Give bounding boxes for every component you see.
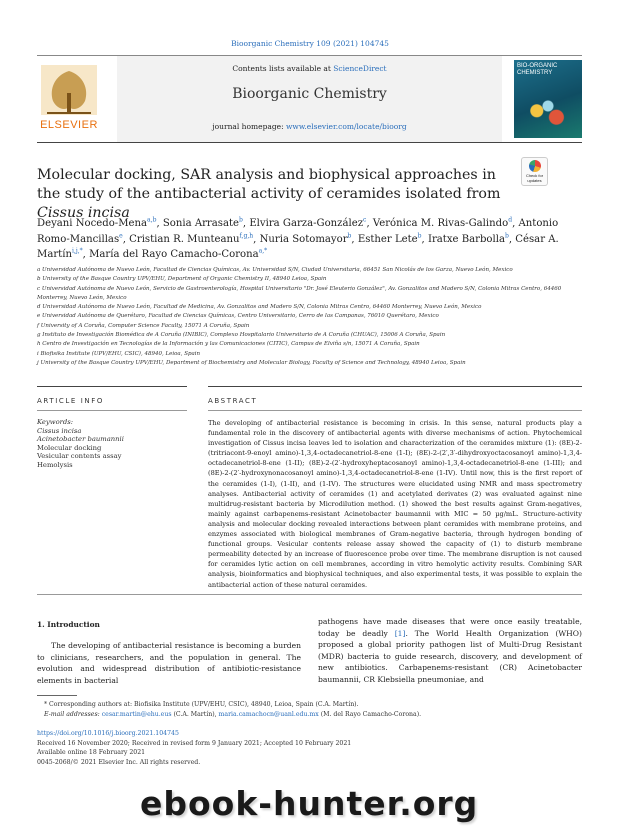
email-link[interactable]: cesar.martin@ehu.eus bbox=[101, 710, 172, 718]
introduction-text: . The World Health Organization (WHO) proposed a global priority pathogen list of Multi-Drug Resistant (MDR) bacteria to guide research, discovery, and development of new antibiotics. Carbapenems-resistant (CR) Acinetobacter baumannii, CR Klebsiella pneumoniae, and bbox=[318, 628, 582, 684]
divider bbox=[208, 410, 582, 411]
available-online-date: Available online 18 February 2021 bbox=[37, 749, 146, 756]
keyword-item: Acinetobacter baumannii bbox=[37, 435, 124, 443]
journal-homepage-link[interactable]: www.elsevier.com/locate/bioorg bbox=[286, 122, 407, 131]
sciencedirect-link[interactable]: ScienceDirect bbox=[333, 64, 387, 73]
author-affiliation-marker[interactable]: i,j,* bbox=[71, 247, 83, 255]
introduction-paragraph: The developing of antibacterial resistance is becoming a burden to clinicians, researchers, and the population in general. The evolution and widespread distribution of antibiotic-resistance elements in bacterial bbox=[37, 641, 301, 685]
divider bbox=[37, 410, 187, 411]
author-name[interactable]: Deyani Nocedo-Mena bbox=[37, 218, 148, 229]
watermark-text: ebook-hunter.org bbox=[140, 784, 479, 823]
divider bbox=[37, 386, 187, 387]
author-affiliation-marker[interactable]: b bbox=[239, 216, 243, 224]
author-affiliation-marker[interactable]: b bbox=[417, 232, 422, 240]
keyword-item: Molecular docking bbox=[37, 443, 102, 452]
abstract-heading: ABSTRACT bbox=[208, 397, 258, 405]
author-affiliation-marker[interactable]: a,b bbox=[147, 216, 157, 224]
affiliation-item: a Universidad Autónoma de Nuevo León, Facultad de Ciencias Químicas, Av. Universidad S/N, Ciudad Universitaria, 66451 San Nicolás de los Garza, Nuevo León, Mexico bbox=[37, 267, 513, 273]
introduction-right-column bbox=[318, 616, 582, 685]
affiliation-item: c Universidad Autónoma de Nuevo León, Servicio de Gastroenterología, Hospital Universitario "Dr. José Eleuterio González", Av. Gonzalitos and Madero S/N, Colonia Mitras Centro, 64460 Monterrey, Nuevo León, Mexico bbox=[37, 285, 562, 301]
affiliation-item: f University of A Coruña, Computer Science Faculty, 15071 A Coruña, Spain bbox=[37, 322, 250, 329]
journal-reference-link[interactable]: Bioorganic Chemistry 109 (2021) 104745 bbox=[231, 39, 389, 48]
publication-info bbox=[37, 729, 582, 767]
keyword-item: Cissus incisa bbox=[37, 426, 82, 435]
author-affiliation-marker[interactable]: a,* bbox=[258, 247, 268, 255]
article-title-main: Molecular docking, SAR analysis and biophysical approaches in the study of the antibacterial activity of ceramides isolated from bbox=[37, 167, 501, 202]
affiliation-list bbox=[37, 266, 582, 368]
elsevier-logo bbox=[37, 63, 101, 133]
author-name[interactable]: Elvira Garza-González bbox=[249, 218, 364, 229]
affiliation-item: i Biofisika Institute (UPV/EHU, CSIC), 48940, Leioa, Spain bbox=[37, 350, 201, 357]
author-name[interactable]: Cristian R. Munteanu bbox=[129, 233, 240, 245]
footnote bbox=[44, 700, 582, 719]
author-affiliation-marker[interactable]: e bbox=[119, 232, 123, 240]
footnote-divider bbox=[37, 695, 77, 696]
email-owner: (C.A. Martín), bbox=[171, 710, 219, 718]
author-name[interactable]: César A. Martín bbox=[37, 233, 559, 260]
author-name[interactable]: Sonia Arrasate bbox=[162, 218, 240, 229]
article-title-species: Cissus incisa bbox=[37, 205, 130, 221]
email-label: E-mail addresses: bbox=[44, 710, 100, 718]
email-line bbox=[44, 710, 582, 720]
author-affiliation-marker[interactable]: c bbox=[363, 216, 367, 224]
email-owner: (M. del Rayo Camacho-Corona). bbox=[318, 710, 422, 718]
affiliation-item: h Centro de Investigación en Tecnologías de la Información y las Comunicaciones (CITIC), Campus de Elviña s/n, 15071 A Coruña, Spain bbox=[37, 341, 420, 348]
affiliation-item: e Universidad Autónoma de Querétaro, Facultad de Ciencias Químicas, Centro Universitario, Cerro de las Campanas, 76010 Querétaro, Mexico bbox=[37, 313, 439, 320]
introduction-left-column bbox=[37, 640, 301, 686]
journal-homepage-line bbox=[117, 122, 502, 131]
masthead-center-panel bbox=[117, 56, 502, 142]
reference-link[interactable]: [1] bbox=[394, 628, 406, 638]
affiliation-item: j University of the Basque Country UPV/EHU, Department of Biochemistry and Molecular Biology, Faculty of Science and Technology, 48940 Leioa, Spain bbox=[37, 359, 466, 366]
author-name[interactable]: Iratxe Barbolla bbox=[427, 233, 505, 245]
abstract-text: The developing of antibacterial resistance is becoming in crisis. In this sense, natural products play a fundamental role in the discovery of antibacterial agents with diverse mechanisms of action. Phytochemical investigation of Cissus incisa leaves led to isolation and characterization of the ceramides mixture (1): (8E)-2-(tritriacont-9-enoyl amino)-1,3,4-octadecanetriol-8-ene (1-I); (8E)-2-(2′,3′-dihydroxyoctacosanoyl amino)-1,3,4-octadecanetriol-8-ene (1-II); (8E)-2-(2′-hydroxyheptacosanoyl amino)-1,3,4-octadecanetriol-8-ene (1-III); and (8E)-2-(2′-hydroxynonacosanoyl amino)-1,3,4-octadecanetriol-8-ene (1-IV). Until now, this is the first report of the ceramides (1-I), (1-II), and (1-IV). The structures were elucidated using NMR and mass spectrometry analyses. Antibacterial activity of ceramides (1) and acetylated derivates (2) was evaluated against nine multidrug-resistant bacteria by Microdilution method. (1) showed the best results against Gram-negatives, mainly against carbapenems-resistant Acinetobacter baumannii with MIC = 50 µg/mL. Structure-activity analysis and molecular docking revealed interactions between plant ceramides with membrane proteins, and enzymes associated with biological membranes of Gram-negative bacteria, through hydrogen bonding of functional groups. Vesicular contents release assay showed the capacity of (1) to disturb membrane permeability detected by an increase of fluorescence probe over time. The membrane disruption is not caused for ceramides lytic action on cell membranes, according in vitro hemolytic activity results. Combining SAR analysis, bioinformatics and biophysical techniques, and also experimental tests, it was possible to explain the antibacterial action of these natural ceramides. bbox=[208, 419, 582, 589]
author-affiliation-marker[interactable]: d bbox=[508, 216, 513, 224]
publisher-name: ELSEVIER bbox=[40, 119, 98, 131]
cover-molecule-graphic bbox=[520, 98, 576, 130]
article-title bbox=[37, 166, 512, 223]
author-affiliation-marker[interactable]: b bbox=[347, 232, 352, 240]
divider bbox=[208, 386, 582, 387]
author-list: Deyani Nocedo-Mena$^{a,b}$, Sonia Arrasate$^b$, Elvira Garza-González$^c$, Verónica M. Rivas-Galindo$^d$, Antonio Romo-Mancillas$^e$, Cristian R. Munteanu$^{f,g,h}$, Nuria Sotomayor$^b$, Esther Lete$^b$, Iratxe Barbolla$^b$, César A. Martín$^{i,j,*}$, María del Rayo Camacho-Corona$^{a,*}$ bbox=[37, 216, 559, 260]
email-link[interactable]: maria.camachocn@uanl.edu.mx bbox=[218, 710, 319, 718]
keyword-item: Hemolysis bbox=[37, 460, 73, 469]
affiliation-item: d Universidad Autónoma de Nuevo León, Facultad de Medicina, Av. Gonzalitos and Madero S/N, Colonia Mitras Centro, 64460 Monterrey, Nuevo León, Mexico bbox=[37, 304, 482, 311]
doi-link[interactable]: https://doi.org/10.1016/j.bioorg.2021.104745 bbox=[37, 730, 179, 737]
affiliation-item: b University of the Basque Country UPV/EHU, Department of Organic Chemistry II, 48940 Leioa, Spain bbox=[37, 276, 327, 283]
cover-title: BIO-ORGANIC CHEMISTRY bbox=[517, 63, 558, 76]
introduction-text: pathogens have made diseases that were once easily treatable, today be deadly bbox=[318, 617, 582, 638]
divider bbox=[37, 594, 582, 595]
journal-masthead bbox=[37, 55, 582, 143]
check-updates-label: Check for updates bbox=[525, 173, 544, 183]
journal-name: Bioorganic Chemistry bbox=[232, 86, 387, 102]
affiliation-item: g Instituto de Investigación Biomédica de A Coruña (INIBIC), Complexo Hospitalario Universitario de A Coruña (CHUAC), 15006 A Coruña, Spain bbox=[37, 332, 446, 339]
article-info-heading: ARTICLE INFO bbox=[37, 397, 104, 405]
author-name[interactable]: Antonio Romo-Mancillas bbox=[37, 218, 559, 245]
contents-prefix: Contents lists available at bbox=[232, 64, 334, 73]
keyword-item: Vesicular contents assay bbox=[37, 452, 122, 460]
author-name[interactable]: Verónica M. Rivas-Galindo bbox=[372, 218, 509, 229]
journal-cover-image bbox=[514, 60, 582, 138]
keywords-block bbox=[37, 418, 187, 469]
author-name[interactable]: María del Rayo Camacho-Corona bbox=[89, 249, 259, 260]
check-for-updates-button[interactable] bbox=[521, 157, 548, 186]
author-name[interactable]: Nuria Sotomayor bbox=[259, 233, 348, 245]
keywords-label: Keywords: bbox=[37, 418, 74, 426]
author-name[interactable]: Esther Lete bbox=[357, 233, 418, 245]
received-dates: Received 16 November 2020; Received in revised form 9 January 2021; Accepted 10 February 2021 bbox=[37, 739, 352, 747]
homepage-prefix: journal homepage: bbox=[212, 122, 287, 131]
author-affiliation-marker[interactable]: b bbox=[505, 232, 509, 240]
copyright-line: 0045-2068/© 2021 Elsevier Inc. All rights reserved. bbox=[37, 758, 201, 766]
corresponding-author-note: * Corresponding authors at: Biofisika Institute (UPV/EHU, CSIC), 48940, Leioa, Spain (C.A. Martín). bbox=[44, 701, 359, 708]
introduction-heading: 1. Introduction bbox=[37, 620, 100, 629]
contents-line bbox=[117, 64, 502, 73]
author-affiliation-marker[interactable]: f,g,h bbox=[239, 232, 254, 240]
check-updates-icon bbox=[529, 160, 541, 172]
